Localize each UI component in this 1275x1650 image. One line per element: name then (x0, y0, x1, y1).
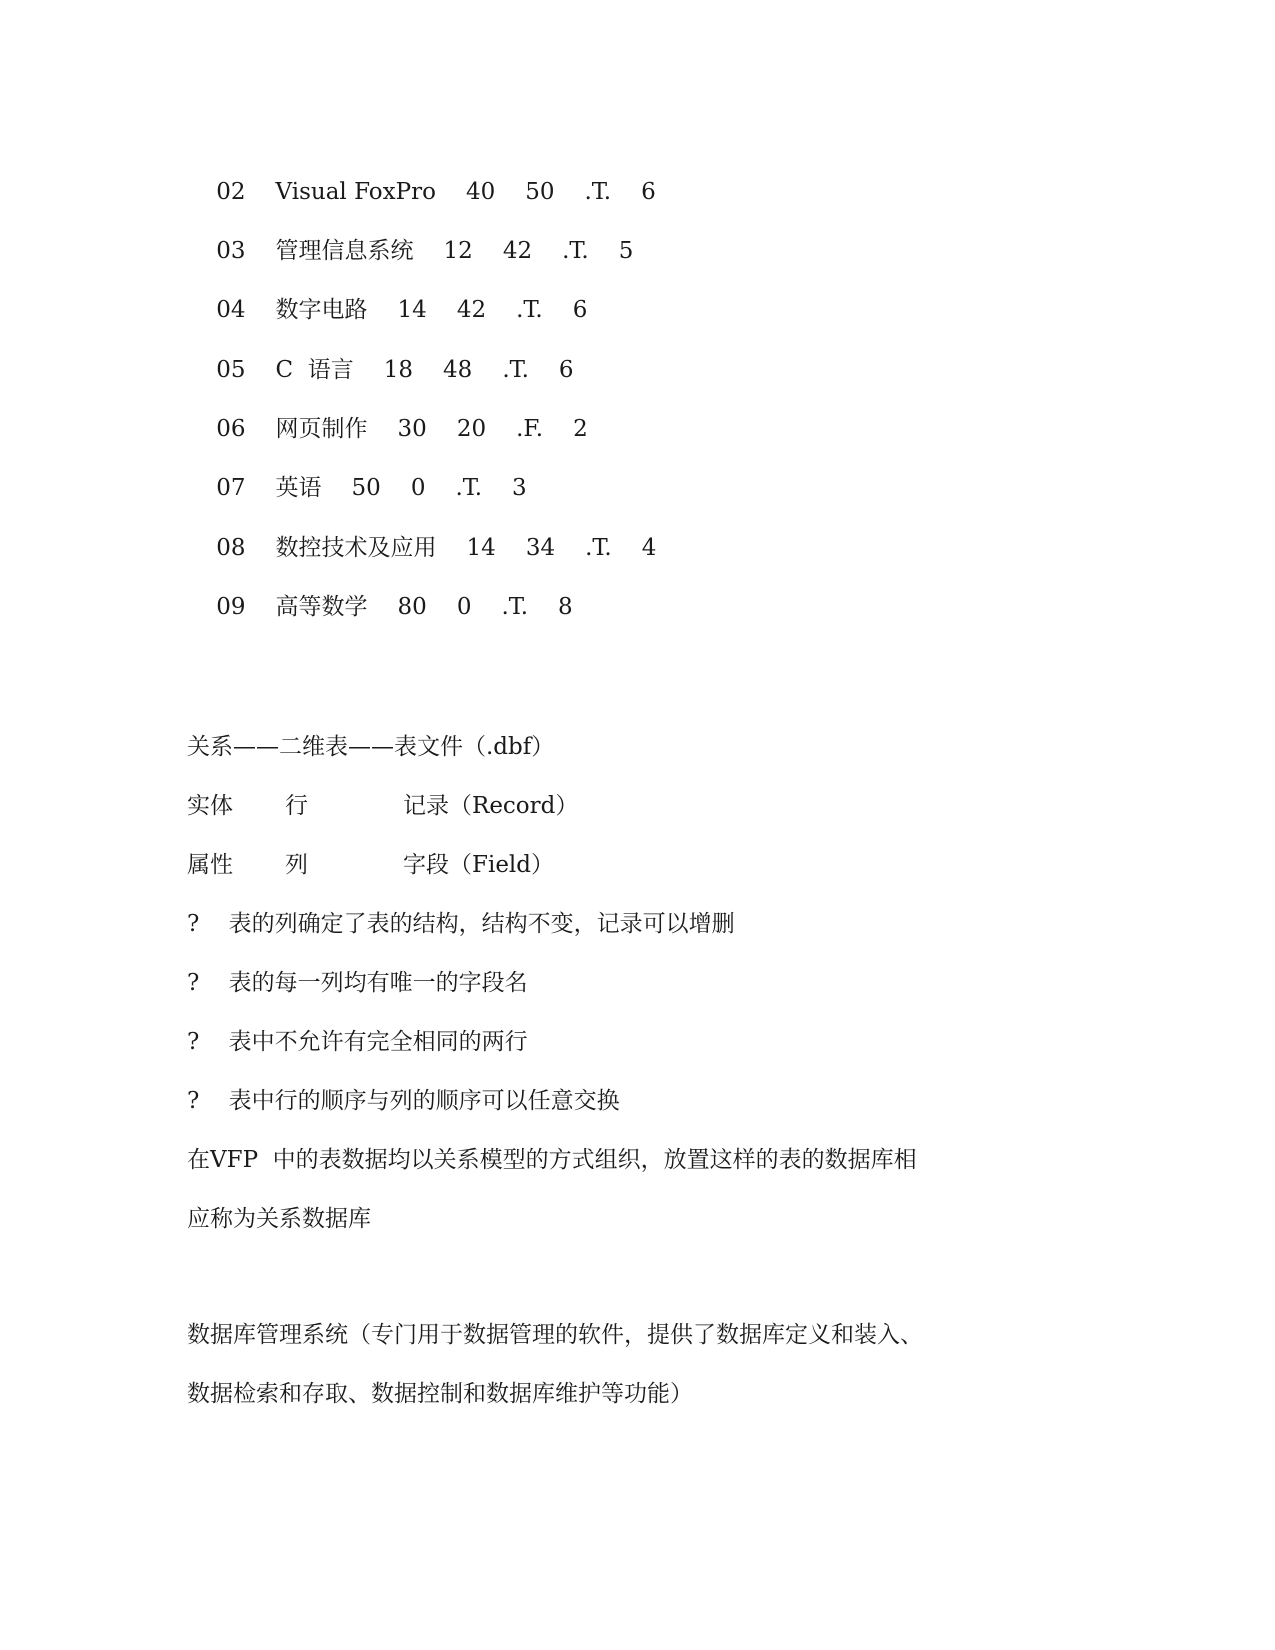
record-line: 05 C 语言 18 48 .T. 6 (216, 357, 574, 383)
record-line: 02 Visual FoxPro 40 50 .T. 6 (216, 179, 656, 205)
relation-line: 关系——二维表——表文件（.dbf） (187, 734, 555, 760)
mapping-row: 属性 列 字段（Field） (187, 852, 555, 878)
record-line: 07 英语 50 0 .T. 3 (216, 475, 527, 501)
paragraph-line: 在VFP 中的表数据均以关系模型的方式组织，放置这样的表的数据库相 (187, 1147, 917, 1173)
record-line: 03 管理信息系统 12 42 .T. 5 (216, 238, 634, 264)
bullet-item: ? 表的列确定了表的结构，结构不变，记录可以增删 (187, 911, 735, 937)
record-line: 04 数字电路 14 42 .T. 6 (216, 297, 588, 323)
paragraph-line: 应称为关系数据库 (187, 1206, 371, 1232)
paragraph-line: 数据库管理系统（专门用于数据管理的软件，提供了数据库定义和装入、 (187, 1322, 923, 1348)
bullet-item: ? 表的每一列均有唯一的字段名 (187, 970, 528, 996)
bullet-item: ? 表中不允许有完全相同的两行 (187, 1029, 528, 1055)
record-line: 06 网页制作 30 20 .F. 2 (216, 416, 588, 442)
record-line: 08 数控技术及应用 14 34 .T. 4 (216, 535, 657, 561)
mapping-row: 实体 行 记录（Record） (187, 793, 579, 819)
record-line: 09 高等数学 80 0 .T. 8 (216, 594, 573, 620)
paragraph-line: 数据检索和存取、数据控制和数据库维护等功能） (187, 1381, 693, 1407)
bullet-item: ? 表中行的顺序与列的顺序可以任意交换 (187, 1088, 620, 1114)
